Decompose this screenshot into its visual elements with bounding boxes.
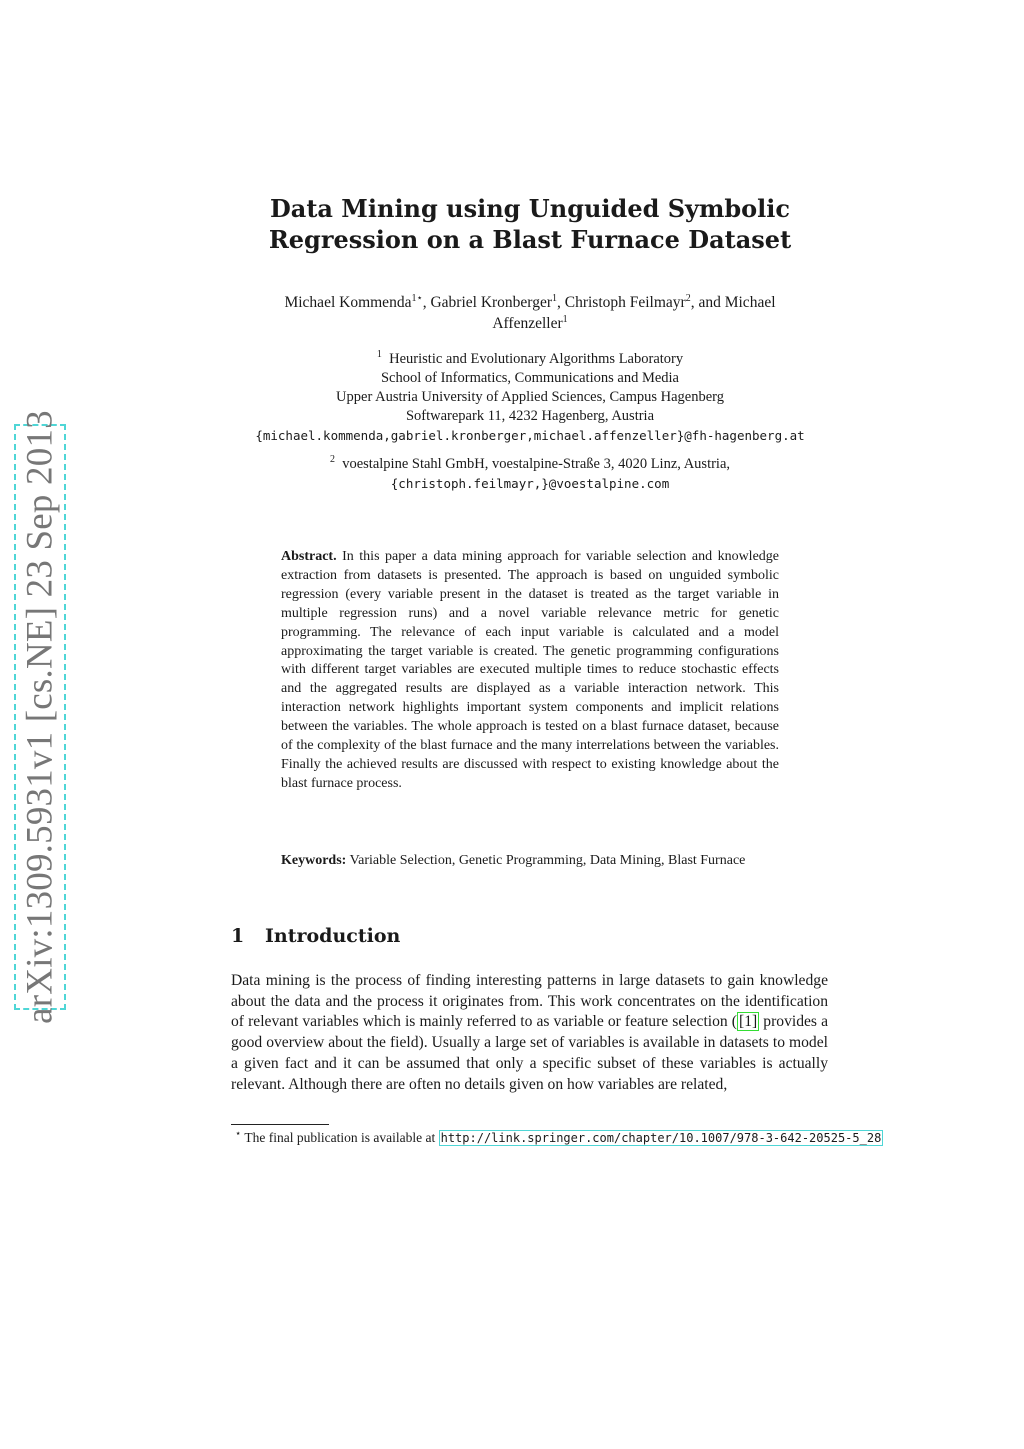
- author-feilmayr: , Christoph Feilmayr: [556, 294, 686, 311]
- footnote-rule: [231, 1124, 329, 1125]
- abstract-text: In this paper a data mining approach for variable selection and knowledge extraction from datasets is presented. The approach is based on unguided symbolic regression (every variable present in the dataset is treated as the target variable in multiple regression runs) and a novel variable relevance metric for genetic programming. The relevance of each input variable is calculated and a model approximating the target variable is created. The genetic programming configurations with different target variables are executed multiple times to reduce stochastic effects and the aggregated results are displayed as a variable interaction network. This interaction network highlights important system components and implicit relations between the variables. The whole approach is tested on a blast furnace dataset, because of the complexity of the blast furnace and the many interrelations between the variables. Finally the achieved results are discussed with respect to existing knowledge about the blast furnace process.: [281, 549, 780, 791]
- affiliation-1-email: {michael.kommenda,gabriel.kronberger,michael.affenzeller}@fh-hagenberg.at: [255, 428, 805, 443]
- footnote-text: The final publication is available at: [244, 1130, 439, 1145]
- title-line-2: Regression on a Blast Furnace Dataset: [268, 225, 792, 254]
- author-affenzeller: Affenzeller: [492, 315, 563, 332]
- keywords-text: Variable Selection, Genetic Programming, Data Mining, Blast Furnace: [349, 853, 746, 868]
- title-line-1: Data Mining using Unguided Symbolic: [269, 194, 791, 223]
- authors-and: , and Michael: [690, 294, 776, 311]
- citation-link[interactable]: [1]: [739, 1013, 758, 1031]
- author-kommenda: Michael Kommenda: [284, 294, 412, 311]
- affiliation-1-line-3: Upper Austria University of Applied Sciences, Campus Hagenberg: [336, 389, 724, 405]
- author-affenzeller-sup: 1: [562, 313, 568, 325]
- affiliation-1-marker: 1: [376, 349, 382, 361]
- affiliation-2-email: {christoph.feilmayr,}@voestalpine.com: [390, 476, 670, 491]
- affiliation-1-line-1: $^1$ Heuristic and Evolutionary Algorithms Laboratory: [376, 349, 684, 367]
- authors-line-1: [220, 292, 840, 313]
- keywords: [281, 851, 779, 870]
- author-feilmayr-sup: 2: [685, 292, 691, 304]
- publication-link[interactable]: http://link.springer.com/chapter/10.1007/978-3-642-20525-5_28: [440, 1131, 882, 1145]
- introduction-paragraph: [231, 971, 828, 1095]
- author-list: [220, 292, 840, 334]
- affiliation-2-line-1: $^2$ voestalpine Stahl GmbH, voestalpine-Straße 3, 4020 Linz, Austria,: [329, 454, 731, 472]
- intro-text-start: Data mining is the process of finding interesting patterns in large datasets to gain knowledge about the data and the process it originates from. This work concentrates on the identification of relevant variables which is mainly referred to as variable or feature selection (: [231, 972, 828, 1031]
- section-heading: [231, 925, 400, 947]
- affiliation-1: [200, 350, 860, 445]
- affiliation-2-marker: 2: [329, 454, 335, 466]
- author-kommenda-sup: 1⋆: [411, 292, 423, 304]
- keywords-label: Keywords:: [281, 853, 347, 868]
- arxiv-identifier: arXiv:1309.5931v1 [cs.NE] 23 Sep 2013: [19, 410, 61, 1024]
- footnote: [235, 1129, 883, 1147]
- section-number: 1: [231, 925, 245, 947]
- affiliation-1-line-2: School of Informatics, Communications and Media: [380, 370, 679, 386]
- intro-text-end: provides a good overview about the field). Usually a large set of variables is available in datasets to model a given fact and it can be assumed that only a specific subset of these variables is actually relevant. Although there are often no details given on how variables are related,: [231, 1013, 829, 1093]
- affiliation-1-line-4: Softwarepark 11, 4232 Hagenberg, Austria: [405, 408, 655, 424]
- abstract-label: Abstract.: [281, 549, 337, 564]
- footnote-marker: ⋆: [235, 1128, 242, 1140]
- authors-line-2: [220, 313, 840, 334]
- author-kronberger: , Gabriel Kronberger: [422, 294, 552, 311]
- abstract: [281, 548, 779, 794]
- affiliation-2: [200, 455, 860, 493]
- arxiv-stamp: [14, 410, 66, 1024]
- author-kronberger-sup: 1: [551, 292, 557, 304]
- section-title: Introduction: [265, 925, 401, 947]
- paper-title: [200, 193, 860, 255]
